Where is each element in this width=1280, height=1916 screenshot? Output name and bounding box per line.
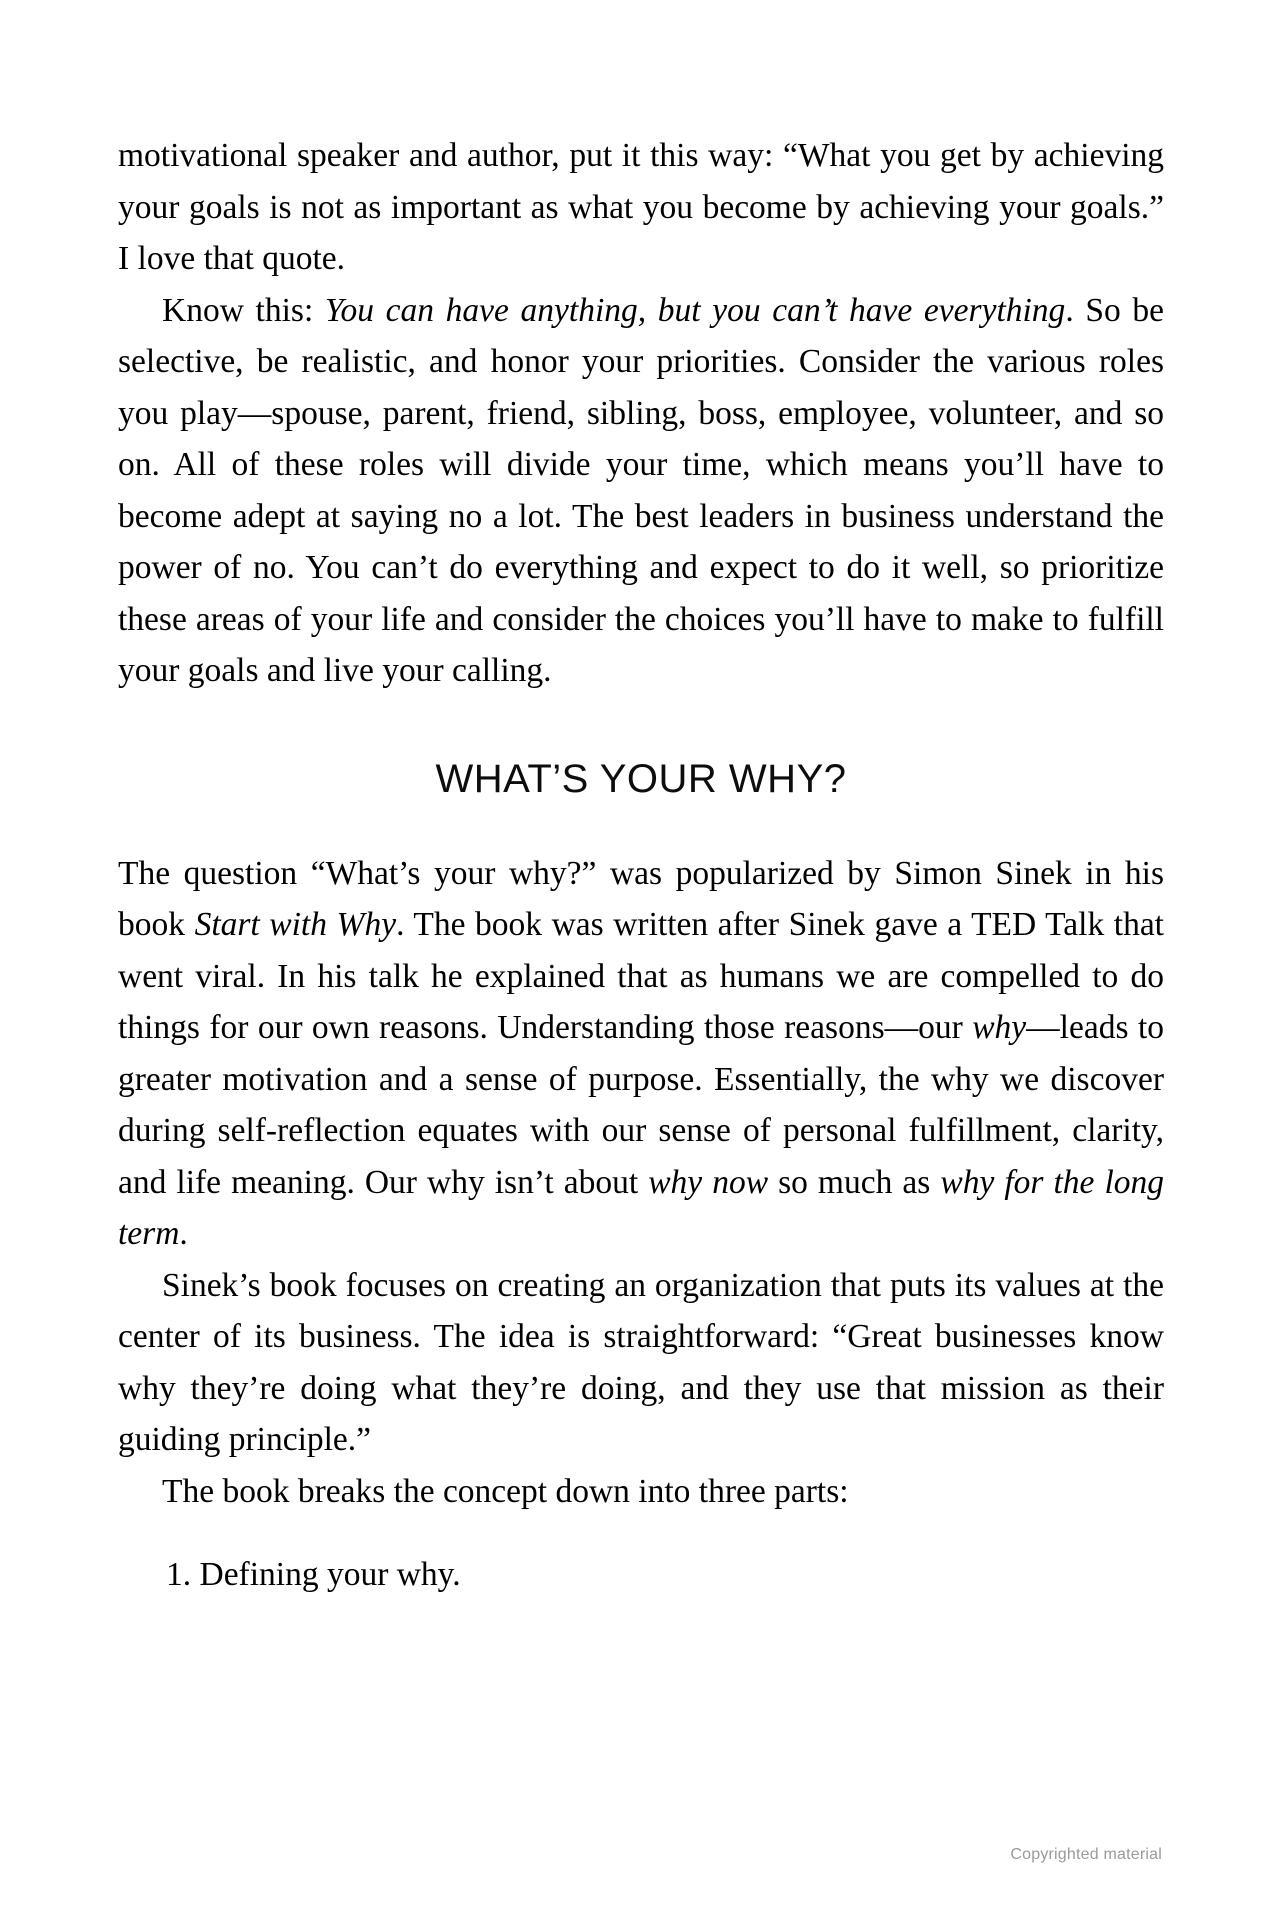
paragraph-sinek-book [118,1260,1164,1466]
section-heading: WHAT’S YOUR WHY? [435,756,847,801]
spacer-after-heading [118,802,1164,848]
text-run: —leads to greater motivation and a sense of purpose. Essentially, the why we discover during self-reflection equates with our sense of personal fulfillment, clarity, and life meaning. Our why isn’t about [118,1009,1164,1201]
text-run: The question “What’s your why?” was popularized by Simon Sinek in his book [118,854,1164,943]
spacer-before-heading [118,697,1164,757]
text-run: motivational speaker and author, put it this way: “What you get by achieving your goals is not as important as what you become by achieving your goals.” I love that quote. [118,137,1164,277]
text-run: The book breaks the concept down into three parts: [162,1472,849,1510]
text-run: . The book was written after Sinek gave a TED Talk that went viral. In his talk he explained that as humans we are compelled to do things for our own reasons. Understanding those reasons—our [118,906,1164,1046]
text-run: Know this: [162,291,325,329]
text-run: Sinek’s book focuses on creating an organization that puts its values at the center of its business. The idea is straightforward: “Great businesses know why they’re doing what they’re doing, and they use that mission as their guiding principle.” [118,1266,1164,1458]
spacer-before-list [118,1517,1164,1549]
list-item: 1. Defining your why. [166,1556,461,1593]
paragraph-what-is-why [118,848,1164,1260]
text-column [118,130,1164,1601]
copyright-notice: Copyrighted material [1010,1846,1162,1863]
text-run: so much as [768,1163,941,1201]
emphasized-text: Start with Why [194,906,397,943]
text-run: . [179,1215,188,1252]
emphasized-text: why [972,1009,1027,1046]
paragraph-intro [118,130,1164,285]
paragraph-know-this [118,285,1164,697]
emphasized-text: You can have anything, but you can’t have everything [324,291,1066,329]
text-run: . So be selective, be realistic, and honor your priorities. Consider the various roles you play—spouse, parent, friend, sibling, boss, employee, volunteer, and so on. All of these roles will divide your time, which means you’ll have to become adept at saying no a lot. The best leaders in business understand the power of no. You can’t do everything and expect to do it well, so prioritize these areas of your life and consider the choices you’ll have to make to fulfill your goals and live your calling. [118,291,1164,689]
paragraph-three-parts [118,1466,1164,1518]
emphasized-text: why now [648,1163,769,1201]
emphasized-text: why for the long term [118,1163,1165,1252]
